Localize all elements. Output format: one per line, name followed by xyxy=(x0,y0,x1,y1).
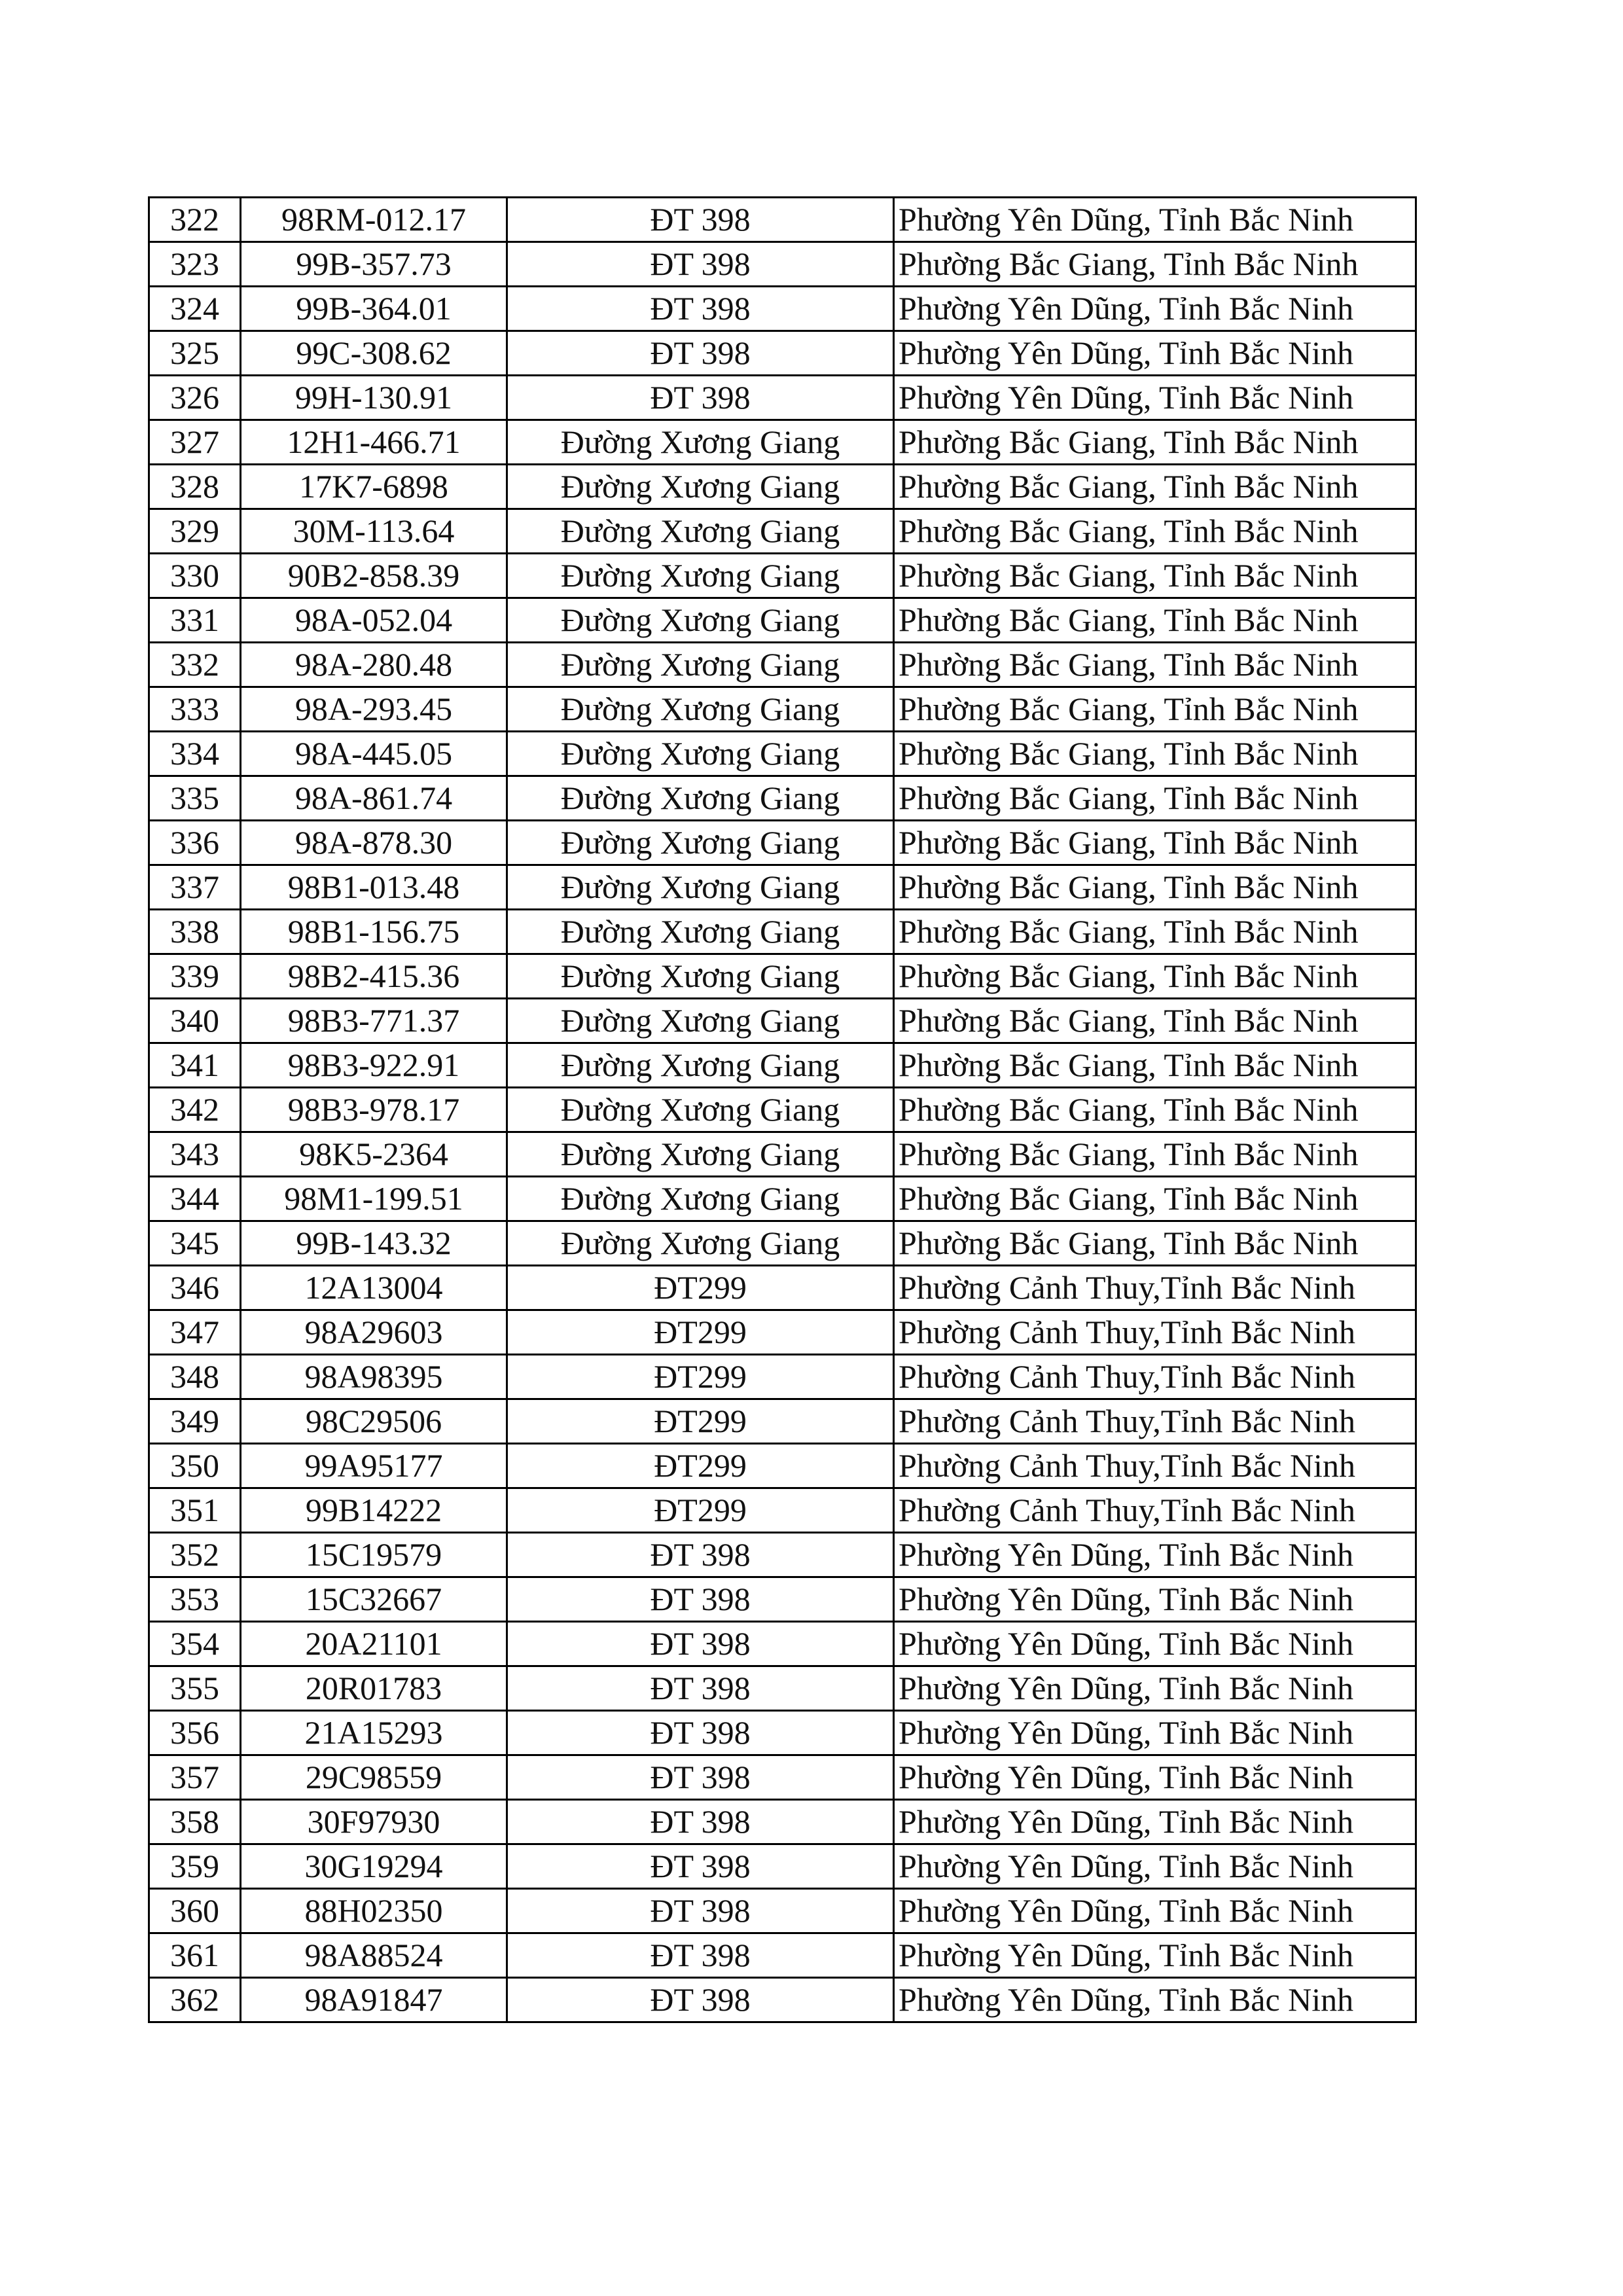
license-plate-cell: 20A21101 xyxy=(241,1622,507,1666)
license-plate-cell: 29C98559 xyxy=(241,1755,507,1800)
road-cell: ĐT 398 xyxy=(507,287,894,331)
license-plate-cell: 98A98395 xyxy=(241,1355,507,1399)
row-number-cell: 351 xyxy=(149,1488,241,1533)
row-number-cell: 333 xyxy=(149,687,241,732)
location-cell: Phường Cảnh Thuy,Tỉnh Bắc Ninh xyxy=(894,1355,1416,1399)
location-cell: Phường Bắc Giang, Tỉnh Bắc Ninh xyxy=(894,865,1416,910)
location-cell: Phường Bắc Giang, Tỉnh Bắc Ninh xyxy=(894,1177,1416,1221)
row-number-cell: 325 xyxy=(149,331,241,376)
license-plate-cell: 30G19294 xyxy=(241,1844,507,1889)
road-cell: Đường Xương Giang xyxy=(507,954,894,999)
road-cell: ĐT 398 xyxy=(507,198,894,242)
location-cell: Phường Cảnh Thuy,Tỉnh Bắc Ninh xyxy=(894,1444,1416,1488)
license-plate-cell: 98A88524 xyxy=(241,1933,507,1978)
location-cell: Phường Bắc Giang, Tỉnh Bắc Ninh xyxy=(894,643,1416,687)
table-row xyxy=(149,1132,1416,1177)
row-number-cell: 341 xyxy=(149,1043,241,1088)
row-number-cell: 334 xyxy=(149,732,241,776)
license-plate-cell: 98K5-2364 xyxy=(241,1132,507,1177)
row-number-cell: 357 xyxy=(149,1755,241,1800)
road-cell: Đường Xương Giang xyxy=(507,910,894,954)
table-row xyxy=(149,1310,1416,1355)
license-plate-cell: 98A-052.04 xyxy=(241,598,507,643)
table-row xyxy=(149,1844,1416,1889)
row-number-cell: 328 xyxy=(149,465,241,509)
table-row xyxy=(149,687,1416,732)
road-cell: ĐT 398 xyxy=(507,1889,894,1933)
table-row xyxy=(149,1755,1416,1800)
location-cell: Phường Bắc Giang, Tỉnh Bắc Ninh xyxy=(894,954,1416,999)
license-plate-cell: 12A13004 xyxy=(241,1266,507,1310)
table-row xyxy=(149,732,1416,776)
road-cell: Đường Xương Giang xyxy=(507,999,894,1043)
location-cell: Phường Yên Dũng, Tỉnh Bắc Ninh xyxy=(894,1711,1416,1755)
row-number-cell: 359 xyxy=(149,1844,241,1889)
license-plate-cell: 15C19579 xyxy=(241,1533,507,1577)
license-plate-cell: 98B1-156.75 xyxy=(241,910,507,954)
location-cell: Phường Yên Dũng, Tỉnh Bắc Ninh xyxy=(894,376,1416,420)
table-row xyxy=(149,1622,1416,1666)
table-row xyxy=(149,1177,1416,1221)
table-row xyxy=(149,910,1416,954)
row-number-cell: 343 xyxy=(149,1132,241,1177)
row-number-cell: 345 xyxy=(149,1221,241,1266)
location-cell: Phường Yên Dũng, Tỉnh Bắc Ninh xyxy=(894,1978,1416,2022)
road-cell: Đường Xương Giang xyxy=(507,776,894,821)
location-cell: Phường Cảnh Thuy,Tỉnh Bắc Ninh xyxy=(894,1399,1416,1444)
road-cell: Đường Xương Giang xyxy=(507,821,894,865)
table-row xyxy=(149,465,1416,509)
table-row xyxy=(149,598,1416,643)
table-row xyxy=(149,1933,1416,1978)
table-row xyxy=(149,1399,1416,1444)
road-cell: ĐT 398 xyxy=(507,1978,894,2022)
violation-table xyxy=(148,196,1417,2023)
location-cell: Phường Bắc Giang, Tỉnh Bắc Ninh xyxy=(894,554,1416,598)
location-cell: Phường Bắc Giang, Tỉnh Bắc Ninh xyxy=(894,1088,1416,1132)
row-number-cell: 352 xyxy=(149,1533,241,1577)
row-number-cell: 335 xyxy=(149,776,241,821)
road-cell: ĐT299 xyxy=(507,1266,894,1310)
license-plate-cell: 30M-113.64 xyxy=(241,509,507,554)
location-cell: Phường Bắc Giang, Tỉnh Bắc Ninh xyxy=(894,509,1416,554)
location-cell: Phường Yên Dũng, Tỉnh Bắc Ninh xyxy=(894,1800,1416,1844)
road-cell: ĐT 398 xyxy=(507,1755,894,1800)
license-plate-cell: 98A-861.74 xyxy=(241,776,507,821)
road-cell: Đường Xương Giang xyxy=(507,643,894,687)
road-cell: Đường Xương Giang xyxy=(507,509,894,554)
table-row xyxy=(149,999,1416,1043)
license-plate-cell: 99H-130.91 xyxy=(241,376,507,420)
row-number-cell: 362 xyxy=(149,1978,241,2022)
table-row xyxy=(149,1221,1416,1266)
location-cell: Phường Bắc Giang, Tỉnh Bắc Ninh xyxy=(894,910,1416,954)
license-plate-cell: 20R01783 xyxy=(241,1666,507,1711)
license-plate-cell: 98A-878.30 xyxy=(241,821,507,865)
license-plate-cell: 98A29603 xyxy=(241,1310,507,1355)
location-cell: Phường Bắc Giang, Tỉnh Bắc Ninh xyxy=(894,1043,1416,1088)
license-plate-cell: 12H1-466.71 xyxy=(241,420,507,465)
table-row xyxy=(149,643,1416,687)
location-cell: Phường Yên Dũng, Tỉnh Bắc Ninh xyxy=(894,1577,1416,1622)
license-plate-cell: 99B-143.32 xyxy=(241,1221,507,1266)
license-plate-cell: 98C29506 xyxy=(241,1399,507,1444)
road-cell: Đường Xương Giang xyxy=(507,1088,894,1132)
road-cell: Đường Xương Giang xyxy=(507,554,894,598)
row-number-cell: 336 xyxy=(149,821,241,865)
road-cell: ĐT 398 xyxy=(507,1844,894,1889)
table-row xyxy=(149,954,1416,999)
road-cell: ĐT 398 xyxy=(507,376,894,420)
road-cell: ĐT 398 xyxy=(507,1933,894,1978)
location-cell: Phường Bắc Giang, Tỉnh Bắc Ninh xyxy=(894,821,1416,865)
row-number-cell: 332 xyxy=(149,643,241,687)
table-body xyxy=(149,198,1416,2022)
license-plate-cell: 99B-364.01 xyxy=(241,287,507,331)
location-cell: Phường Yên Dũng, Tỉnh Bắc Ninh xyxy=(894,331,1416,376)
license-plate-cell: 15C32667 xyxy=(241,1577,507,1622)
table-row xyxy=(149,1711,1416,1755)
road-cell: ĐT299 xyxy=(507,1444,894,1488)
license-plate-cell: 17K7-6898 xyxy=(241,465,507,509)
table-row xyxy=(149,865,1416,910)
row-number-cell: 329 xyxy=(149,509,241,554)
table-row xyxy=(149,554,1416,598)
location-cell: Phường Yên Dũng, Tỉnh Bắc Ninh xyxy=(894,1755,1416,1800)
location-cell: Phường Yên Dũng, Tỉnh Bắc Ninh xyxy=(894,1622,1416,1666)
road-cell: ĐT 398 xyxy=(507,1800,894,1844)
row-number-cell: 356 xyxy=(149,1711,241,1755)
location-cell: Phường Bắc Giang, Tỉnh Bắc Ninh xyxy=(894,1221,1416,1266)
table-row xyxy=(149,821,1416,865)
location-cell: Phường Bắc Giang, Tỉnh Bắc Ninh xyxy=(894,687,1416,732)
table-row xyxy=(149,331,1416,376)
row-number-cell: 347 xyxy=(149,1310,241,1355)
table-row xyxy=(149,1088,1416,1132)
location-cell: Phường Yên Dũng, Tỉnh Bắc Ninh xyxy=(894,287,1416,331)
location-cell: Phường Cảnh Thuy,Tỉnh Bắc Ninh xyxy=(894,1488,1416,1533)
location-cell: Phường Bắc Giang, Tỉnh Bắc Ninh xyxy=(894,999,1416,1043)
table-row xyxy=(149,1043,1416,1088)
table-row xyxy=(149,376,1416,420)
table-row xyxy=(149,198,1416,242)
location-cell: Phường Yên Dũng, Tỉnh Bắc Ninh xyxy=(894,1933,1416,1978)
license-plate-cell: 30F97930 xyxy=(241,1800,507,1844)
license-plate-cell: 98RM-012.17 xyxy=(241,198,507,242)
location-cell: Phường Bắc Giang, Tỉnh Bắc Ninh xyxy=(894,1132,1416,1177)
row-number-cell: 322 xyxy=(149,198,241,242)
road-cell: ĐT 398 xyxy=(507,1622,894,1666)
row-number-cell: 338 xyxy=(149,910,241,954)
road-cell: Đường Xương Giang xyxy=(507,732,894,776)
table-row xyxy=(149,1355,1416,1399)
table-row xyxy=(149,1266,1416,1310)
location-cell: Phường Bắc Giang, Tỉnh Bắc Ninh xyxy=(894,598,1416,643)
road-cell: ĐT299 xyxy=(507,1355,894,1399)
row-number-cell: 340 xyxy=(149,999,241,1043)
row-number-cell: 353 xyxy=(149,1577,241,1622)
table-row xyxy=(149,1889,1416,1933)
road-cell: ĐT 398 xyxy=(507,242,894,287)
road-cell: Đường Xương Giang xyxy=(507,420,894,465)
road-cell: Đường Xương Giang xyxy=(507,865,894,910)
location-cell: Phường Yên Dũng, Tỉnh Bắc Ninh xyxy=(894,1533,1416,1577)
table-row xyxy=(149,1978,1416,2022)
road-cell: Đường Xương Giang xyxy=(507,1132,894,1177)
license-plate-cell: 98A-293.45 xyxy=(241,687,507,732)
road-cell: ĐT299 xyxy=(507,1399,894,1444)
location-cell: Phường Bắc Giang, Tỉnh Bắc Ninh xyxy=(894,465,1416,509)
road-cell: ĐT 398 xyxy=(507,331,894,376)
license-plate-cell: 99B-357.73 xyxy=(241,242,507,287)
row-number-cell: 326 xyxy=(149,376,241,420)
license-plate-cell: 98B3-978.17 xyxy=(241,1088,507,1132)
license-plate-cell: 99A95177 xyxy=(241,1444,507,1488)
row-number-cell: 349 xyxy=(149,1399,241,1444)
location-cell: Phường Bắc Giang, Tỉnh Bắc Ninh xyxy=(894,776,1416,821)
location-cell: Phường Cảnh Thuy,Tỉnh Bắc Ninh xyxy=(894,1266,1416,1310)
table-row xyxy=(149,420,1416,465)
row-number-cell: 360 xyxy=(149,1889,241,1933)
row-number-cell: 361 xyxy=(149,1933,241,1978)
road-cell: Đường Xương Giang xyxy=(507,1221,894,1266)
row-number-cell: 327 xyxy=(149,420,241,465)
license-plate-cell: 88H02350 xyxy=(241,1889,507,1933)
location-cell: Phường Bắc Giang, Tỉnh Bắc Ninh xyxy=(894,242,1416,287)
road-cell: Đường Xương Giang xyxy=(507,598,894,643)
row-number-cell: 339 xyxy=(149,954,241,999)
row-number-cell: 342 xyxy=(149,1088,241,1132)
road-cell: Đường Xương Giang xyxy=(507,1177,894,1221)
road-cell: ĐT299 xyxy=(507,1488,894,1533)
row-number-cell: 344 xyxy=(149,1177,241,1221)
table-row xyxy=(149,1488,1416,1533)
road-cell: Đường Xương Giang xyxy=(507,465,894,509)
location-cell: Phường Bắc Giang, Tỉnh Bắc Ninh xyxy=(894,420,1416,465)
row-number-cell: 324 xyxy=(149,287,241,331)
row-number-cell: 337 xyxy=(149,865,241,910)
row-number-cell: 348 xyxy=(149,1355,241,1399)
table-row xyxy=(149,242,1416,287)
license-plate-cell: 98M1-199.51 xyxy=(241,1177,507,1221)
road-cell: Đường Xương Giang xyxy=(507,1043,894,1088)
license-plate-cell: 98A91847 xyxy=(241,1978,507,2022)
row-number-cell: 358 xyxy=(149,1800,241,1844)
row-number-cell: 331 xyxy=(149,598,241,643)
table-row xyxy=(149,509,1416,554)
license-plate-cell: 90B2-858.39 xyxy=(241,554,507,598)
table-row xyxy=(149,287,1416,331)
license-plate-cell: 98A-445.05 xyxy=(241,732,507,776)
table-row xyxy=(149,1577,1416,1622)
license-plate-cell: 98B1-013.48 xyxy=(241,865,507,910)
table-row xyxy=(149,1533,1416,1577)
road-cell: ĐT 398 xyxy=(507,1711,894,1755)
row-number-cell: 355 xyxy=(149,1666,241,1711)
license-plate-cell: 99C-308.62 xyxy=(241,331,507,376)
license-plate-cell: 98B2-415.36 xyxy=(241,954,507,999)
row-number-cell: 330 xyxy=(149,554,241,598)
road-cell: ĐT 398 xyxy=(507,1577,894,1622)
license-plate-cell: 98B3-922.91 xyxy=(241,1043,507,1088)
location-cell: Phường Yên Dũng, Tỉnh Bắc Ninh xyxy=(894,1666,1416,1711)
location-cell: Phường Cảnh Thuy,Tỉnh Bắc Ninh xyxy=(894,1310,1416,1355)
location-cell: Phường Yên Dũng, Tỉnh Bắc Ninh xyxy=(894,1844,1416,1889)
license-plate-cell: 98B3-771.37 xyxy=(241,999,507,1043)
row-number-cell: 346 xyxy=(149,1266,241,1310)
license-plate-cell: 99B14222 xyxy=(241,1488,507,1533)
road-cell: ĐT299 xyxy=(507,1310,894,1355)
row-number-cell: 354 xyxy=(149,1622,241,1666)
road-cell: ĐT 398 xyxy=(507,1666,894,1711)
table-row xyxy=(149,1666,1416,1711)
table-row xyxy=(149,1444,1416,1488)
road-cell: ĐT 398 xyxy=(507,1533,894,1577)
table-row xyxy=(149,776,1416,821)
row-number-cell: 323 xyxy=(149,242,241,287)
location-cell: Phường Bắc Giang, Tỉnh Bắc Ninh xyxy=(894,732,1416,776)
license-plate-cell: 21A15293 xyxy=(241,1711,507,1755)
location-cell: Phường Yên Dũng, Tỉnh Bắc Ninh xyxy=(894,1889,1416,1933)
row-number-cell: 350 xyxy=(149,1444,241,1488)
road-cell: Đường Xương Giang xyxy=(507,687,894,732)
license-plate-cell: 98A-280.48 xyxy=(241,643,507,687)
location-cell: Phường Yên Dũng, Tỉnh Bắc Ninh xyxy=(894,198,1416,242)
table-row xyxy=(149,1800,1416,1844)
